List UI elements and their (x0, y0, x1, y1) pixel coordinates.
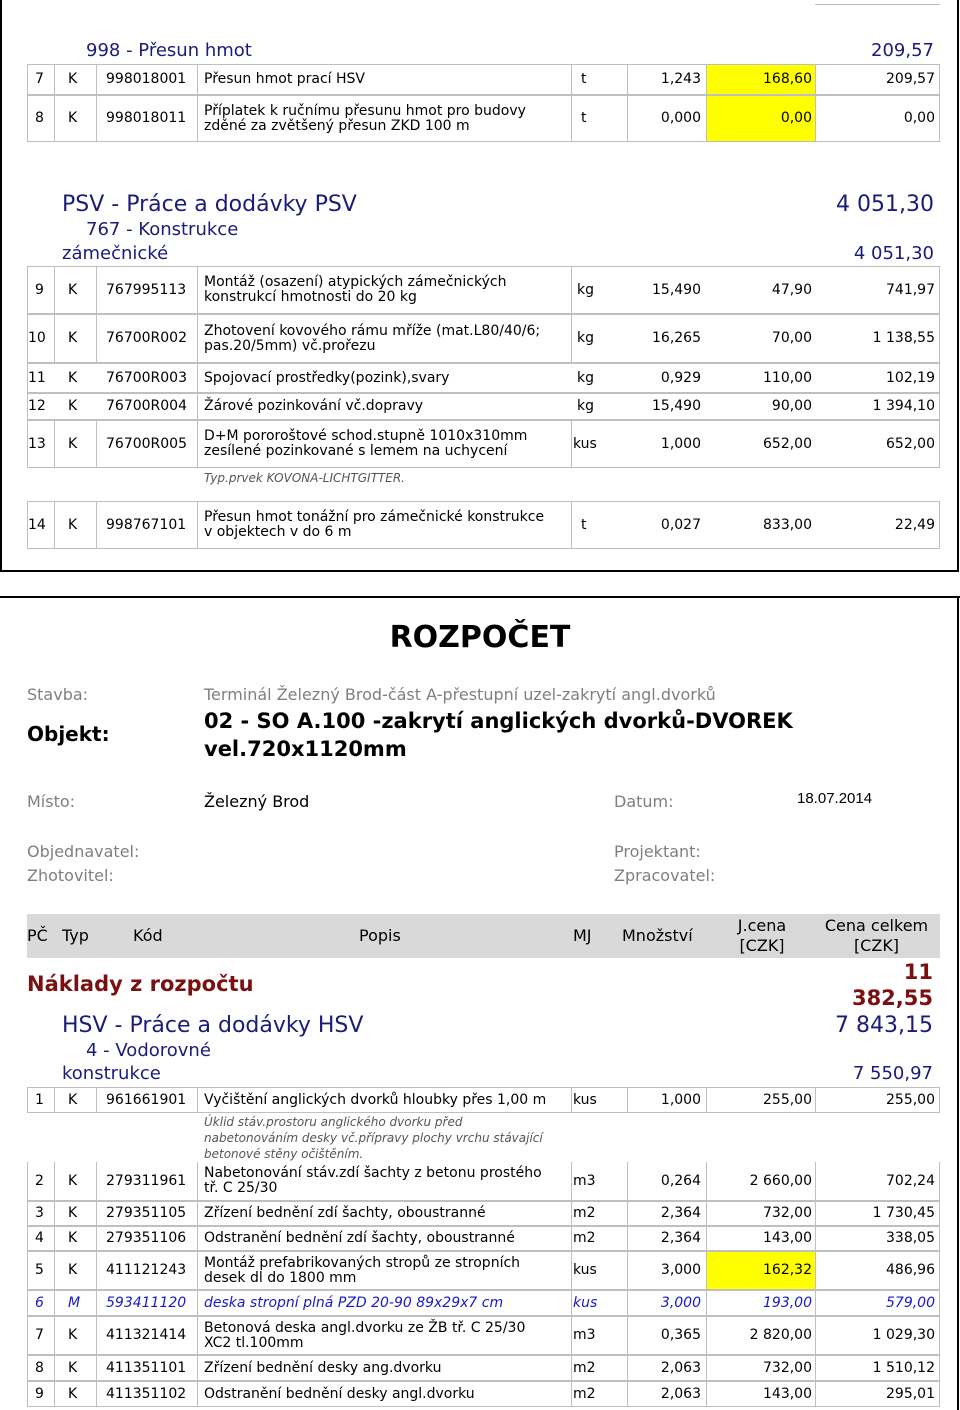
page-right-edge-2 (957, 596, 959, 1410)
table-row (27, 393, 940, 420)
row-pc: 8 (35, 110, 44, 126)
table-row (27, 363, 940, 393)
row-typ: K (68, 1262, 78, 1278)
table-row (27, 1290, 940, 1316)
table-row (27, 1381, 940, 1407)
row-mj: kus (573, 1262, 597, 1278)
subsection-title-4-line2: konstrukce (62, 1063, 161, 1084)
page-top-edge (0, 596, 960, 598)
naklady-label: Náklady z rozpočtu (27, 972, 254, 996)
row-note-line3: betonové stěny očištěním. (204, 1147, 364, 1161)
row-cena: 0,00 (707, 96, 815, 141)
row-mnozstvi: 2,364 (660, 1230, 701, 1246)
row-pc: 11 (28, 369, 46, 386)
subsection-title-767: 767 - Konstrukce (86, 219, 239, 240)
row-kod: 767995113 (106, 281, 187, 298)
column-celkem-line1: Cena celkem (824, 916, 929, 935)
column-jcena-line1: J.cena (737, 916, 787, 935)
row-kod: 411121243 (106, 1262, 187, 1278)
row-mnozstvi: 16,265 (652, 330, 701, 346)
row-mj: m2 (573, 1359, 596, 1376)
row-mj: kus (573, 435, 597, 452)
row-popis-line2: pas.20/5mm) vč.prořezu (204, 337, 376, 354)
naklady-total-line1: 11 (903, 960, 933, 984)
objekt-label: Objekt: (27, 722, 110, 746)
table-row (27, 314, 940, 363)
row-kod: 279351106 (106, 1230, 187, 1246)
row-kod: 593411120 (106, 1294, 187, 1311)
row-popis-line1: Betonová deska angl.dvorku ze ŽB tř. C 25/30 (204, 1319, 526, 1336)
misto-value: Železný Brod (204, 792, 310, 811)
row-kod: 279351105 (106, 1205, 187, 1221)
row-typ: K (68, 1385, 78, 1402)
column-typ: Typ (62, 926, 89, 945)
table-row (27, 95, 940, 142)
row-mnozstvi: 2,364 (660, 1205, 701, 1221)
row-cena: 143,00 (763, 1230, 812, 1246)
row-pc: 3 (35, 1205, 44, 1221)
row-pc: 10 (28, 330, 46, 346)
row-pc: 14 (28, 516, 46, 533)
row-celkem: 1 510,12 (872, 1359, 935, 1376)
table-row (27, 420, 940, 468)
zpracovatel-label: Zpracovatel: (614, 866, 716, 885)
row-popis: Spojovací prostředky(pozink),svary (204, 369, 450, 386)
row-celkem: 338,05 (886, 1230, 935, 1246)
row-cena: 70,00 (771, 330, 812, 346)
row-celkem: 255,00 (886, 1091, 935, 1108)
section-title-presun: 998 - Přesun hmot (86, 40, 252, 61)
row-typ: K (68, 1230, 78, 1246)
row-cena: 168,60 (707, 65, 815, 94)
row-pc: 7 (35, 1327, 44, 1343)
row-typ: K (68, 1172, 78, 1189)
row-kod: 76700R005 (106, 435, 187, 452)
row-popis: Žárové pozinkování vč.dopravy (204, 398, 424, 414)
column-pc: PČ (27, 926, 48, 945)
row-mj: t (581, 516, 587, 533)
row-kod: 76700R003 (106, 369, 187, 386)
corner-mark (815, 4, 940, 5)
row-popis: Odstranění bednění zdí šachty, oboustranné (204, 1230, 515, 1246)
row-celkem: 0,00 (903, 110, 935, 126)
table-row (27, 266, 940, 314)
row-kod: 411321414 (106, 1327, 187, 1343)
datum-label: Datum: (614, 792, 674, 811)
row-celkem: 295,01 (886, 1385, 935, 1402)
row-celkem: 102,19 (886, 369, 935, 386)
row-mnozstvi: 1,000 (660, 435, 701, 452)
column-header (27, 914, 940, 958)
row-mj: kg (577, 369, 594, 386)
row-mnozstvi: 0,929 (660, 369, 701, 386)
row-mj: m3 (573, 1327, 596, 1343)
table-row (27, 1162, 940, 1201)
row-note (204, 1114, 543, 1162)
row-celkem: 741,97 (886, 281, 935, 298)
row-kod: 961661901 (106, 1091, 187, 1108)
row-pc: 5 (35, 1262, 44, 1278)
row-typ: K (68, 71, 78, 87)
row-typ: K (68, 369, 78, 386)
row-kod: 411351101 (106, 1359, 187, 1376)
column-mj: MJ (573, 926, 592, 945)
row-pc: 6 (35, 1294, 44, 1311)
page-right-edge (957, 0, 959, 572)
zhotovitel-label: Zhotovitel: (27, 866, 114, 885)
row-typ: K (68, 398, 78, 414)
row-mnozstvi: 2,063 (660, 1385, 701, 1402)
row-popis-line1: Montáž prefabrikovaných stropů ze stropních (204, 1254, 521, 1271)
naklady-total-line2: 382,55 (851, 986, 933, 1010)
row-mj: kg (577, 330, 594, 346)
row-typ: M (68, 1294, 81, 1311)
row-kod: 411351102 (106, 1385, 187, 1402)
row-typ: K (68, 1327, 78, 1343)
row-popis-line2: v objektech v do 6 m (204, 524, 352, 540)
row-typ: K (68, 110, 78, 126)
row-celkem: 1 730,45 (872, 1205, 935, 1221)
row-typ: K (68, 1091, 78, 1108)
row-popis-line2: zesílené pozinkované s lemem na uchycení (204, 443, 508, 459)
subsection-total-767: 4 051,30 (853, 243, 934, 264)
row-mj: kus (573, 1091, 597, 1108)
row-kod: 998018011 (106, 110, 187, 126)
row-popis-line2: XC2 tl.100mm (204, 1334, 304, 1351)
column-celkem-line2: [CZK] (853, 936, 900, 955)
row-popis-line1: Zhotovení kovového rámu mříže (mat.L80/40/6; (204, 322, 541, 339)
page-bottom-edge (0, 570, 959, 572)
datum-value: 18.07.2014 (797, 790, 873, 807)
row-cena: 652,00 (763, 435, 812, 452)
row-mnozstvi: 15,490 (652, 281, 701, 298)
stavba-label: Stavba: (27, 685, 89, 704)
row-mnozstvi: 0,000 (660, 110, 701, 126)
row-typ: K (68, 1205, 78, 1221)
objekt-value-line2: vel.720x1120mm (204, 737, 407, 761)
column-jcena-line2: [CZK] (739, 936, 785, 955)
row-celkem: 486,96 (886, 1262, 935, 1278)
row-popis: Zřízení bednění zdí šachty, oboustranné (204, 1205, 486, 1221)
row-cena: 193,00 (763, 1294, 812, 1311)
row-pc: 4 (35, 1230, 44, 1246)
page-title: ROZPOČET (389, 620, 571, 655)
row-cena: 732,00 (763, 1359, 812, 1376)
row-cena: 833,00 (763, 516, 812, 533)
row-mj: m2 (573, 1230, 596, 1246)
row-typ: K (68, 330, 78, 346)
row-note-line1: Úklid stáv.prostoru anglického dvorku před (204, 1115, 463, 1129)
row-cena: 2 820,00 (749, 1327, 812, 1343)
section-total-psv: 4 051,30 (836, 192, 934, 217)
row-kod: 76700R002 (106, 330, 187, 346)
row-mj: kus (573, 1294, 598, 1311)
column-mnozstvi: Množství (622, 926, 693, 945)
row-note: Typ.prvek KOVONA-LICHTGITTER. (204, 471, 405, 485)
subsection-title-767-line2: zámečnické (62, 243, 169, 264)
row-celkem: 652,00 (886, 435, 935, 452)
row-popis-line1: Montáž (osazení) atypických zámečnických (204, 274, 507, 290)
section-total-presun: 209,57 (871, 40, 934, 61)
row-mj: kg (577, 398, 594, 414)
row-popis: Odstranění bednění desky angl.dvorku (204, 1385, 475, 1402)
objednavatel-label: Objednavatel: (27, 842, 140, 861)
row-cena: 2 660,00 (749, 1172, 812, 1189)
row-mnozstvi: 15,490 (652, 398, 701, 414)
row-mj: m2 (573, 1205, 596, 1221)
row-popis-line1: Přesun hmot tonážní pro zámečnické konstrukce (204, 509, 545, 525)
row-popis: Zřízení bednění desky ang.dvorku (204, 1359, 442, 1376)
row-pc: 12 (28, 398, 46, 414)
row-mnozstvi: 3,000 (660, 1294, 701, 1311)
row-kod: 998018001 (106, 71, 187, 87)
objekt-value-line1: 02 - SO A.100 -zakrytí anglických dvorků-DVOREK (204, 709, 793, 733)
row-mnozstvi: 0,027 (660, 516, 701, 533)
row-celkem: 1 138,55 (872, 330, 935, 346)
row-typ: K (68, 1359, 78, 1376)
row-cena: 110,00 (763, 369, 812, 386)
row-mnozstvi: 0,264 (660, 1172, 701, 1189)
column-popis: Popis (359, 926, 401, 945)
row-mnozstvi: 3,000 (660, 1262, 701, 1278)
row-mnozstvi: 1,000 (660, 1091, 701, 1108)
row-mj: t (581, 110, 587, 126)
row-mnozstvi: 1,243 (660, 71, 701, 87)
row-pc: 9 (35, 281, 44, 298)
row-kod: 279311961 (106, 1172, 187, 1189)
row-pc: 8 (35, 1359, 44, 1376)
section-total-hsv: 7 843,15 (835, 1013, 933, 1038)
row-cena: 90,00 (771, 398, 812, 414)
row-popis-line1: D+M pororoštové schod.stupně 1010x310mm (204, 428, 528, 444)
page-left-edge (0, 0, 2, 572)
row-popis: Přesun hmot prací HSV (204, 71, 366, 87)
table-row (27, 501, 940, 549)
table-row (27, 1201, 940, 1226)
row-mnozstvi: 2,063 (660, 1359, 701, 1376)
row-celkem: 1 029,30 (872, 1327, 935, 1343)
row-celkem: 22,49 (894, 516, 935, 533)
row-cena: 255,00 (763, 1091, 812, 1108)
row-cena: 162,32 (707, 1252, 815, 1289)
row-kod: 998767101 (106, 516, 187, 533)
row-celkem: 702,24 (886, 1172, 935, 1189)
row-popis-line1: Příplatek k ručnímu přesunu hmot pro budovy (204, 102, 526, 119)
column-jcena (717, 916, 807, 956)
table-row (27, 1316, 940, 1355)
row-cena: 143,00 (763, 1385, 812, 1402)
subsection-total-4: 7 550,97 (852, 1063, 933, 1084)
table-row (27, 1087, 940, 1113)
table-row (27, 1226, 940, 1251)
row-celkem: 579,00 (886, 1294, 935, 1311)
row-celkem: 209,57 (886, 71, 935, 87)
row-popis-line2: zděné za zvětšený přesun ZKD 100 m (204, 117, 470, 134)
row-cena: 47,90 (771, 281, 812, 298)
row-mj: kg (577, 281, 594, 298)
column-kod: Kód (133, 926, 163, 945)
row-mj: m3 (573, 1172, 596, 1189)
row-popis-line2: tř. C 25/30 (204, 1180, 278, 1196)
row-mj: m2 (573, 1385, 596, 1402)
row-pc: 2 (35, 1172, 44, 1189)
table-row (27, 64, 940, 95)
row-popis-line2: desek dl do 1800 mm (204, 1269, 357, 1286)
row-kod: 76700R004 (106, 398, 187, 414)
subsection-title-4: 4 - Vodorovné (86, 1040, 211, 1061)
table-row (27, 1251, 940, 1290)
row-typ: K (68, 516, 78, 533)
section-title-psv: PSV - Práce a dodávky PSV (62, 192, 357, 217)
section-title-hsv: HSV - Práce a dodávky HSV (62, 1013, 364, 1038)
row-celkem: 1 394,10 (872, 398, 935, 414)
row-note-line2: nabetonováním desky vč.přípravy plochy vrchu stávající (204, 1131, 543, 1145)
row-typ: K (68, 281, 78, 298)
row-mnozstvi: 0,365 (660, 1327, 701, 1343)
row-popis-line2: konstrukcí hmotnosti do 20 kg (204, 289, 417, 305)
stavba-value: Terminál Železný Brod-část A-přestupní uzel-zakrytí angl.dvorků (204, 685, 716, 704)
projektant-label: Projektant: (614, 842, 701, 861)
row-pc: 7 (35, 71, 44, 87)
row-typ: K (68, 435, 78, 452)
misto-label: Místo: (27, 792, 76, 811)
column-celkem (813, 916, 940, 956)
row-popis: Vyčištění anglických dvorků hloubky přes 1,00 m (204, 1091, 547, 1108)
row-pc: 13 (28, 435, 46, 452)
row-cena: 732,00 (763, 1205, 812, 1221)
row-pc: 1 (35, 1091, 44, 1108)
row-pc: 9 (35, 1385, 44, 1402)
row-popis: deska stropní plná PZD 20-90 89x29x7 cm (204, 1294, 504, 1311)
row-mj: t (581, 71, 587, 87)
row-popis-line1: Nabetonování stáv.zdí šachty z betonu prostého (204, 1165, 542, 1181)
table-row (27, 1355, 940, 1381)
